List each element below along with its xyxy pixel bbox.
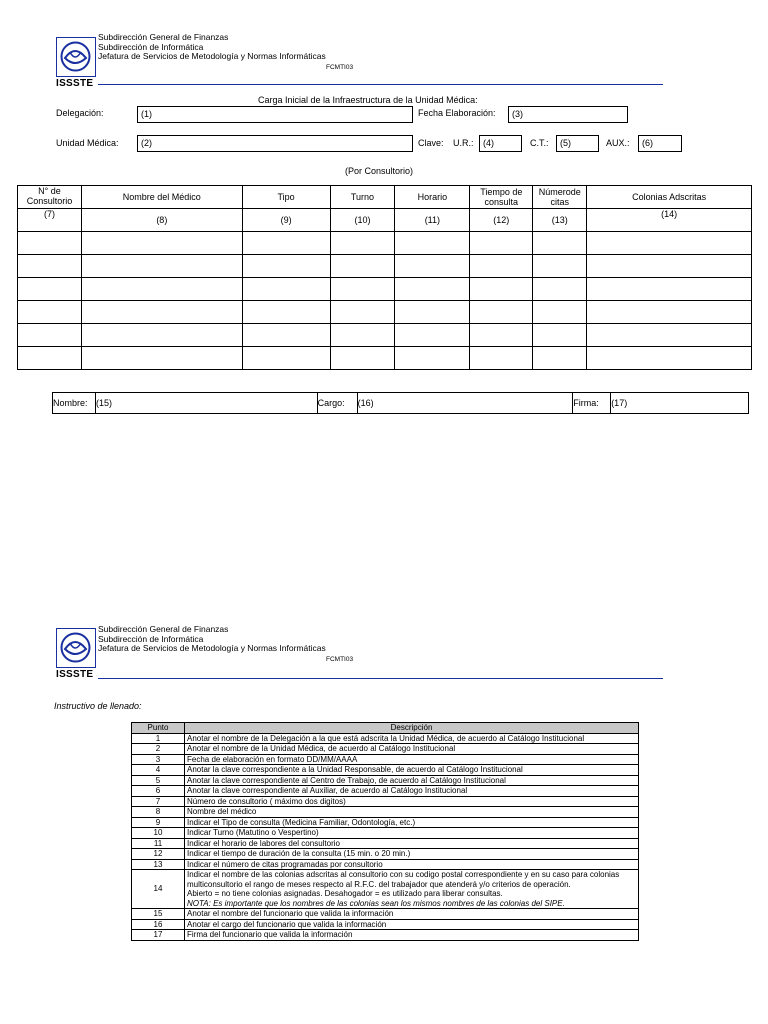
punto: 6 — [132, 786, 185, 797]
punto: 5 — [132, 775, 185, 786]
descripcion: Número de consultorio ( máximo dos digitos) — [185, 796, 639, 807]
col-header-citas: Númerode citas — [533, 186, 587, 209]
header-rule — [98, 84, 663, 85]
descripcion: Anotar la clave correspondiente al Centro de Trabajo, de acuerdo al Catálogo Institucional — [185, 775, 639, 786]
punto: 15 — [132, 909, 185, 920]
form-title: Carga Inicial de la Infraestructura de la Unidad Médica: — [258, 95, 478, 105]
col-number: (14) — [587, 209, 752, 232]
descripcion: Anotar la clave correspondiente al Auxiliar, de acuerdo al Catálogo Institucional — [185, 786, 639, 797]
punto: 12 — [132, 849, 185, 860]
col-header-punto: Punto — [132, 723, 185, 734]
form-code: FCMTI03 — [326, 656, 354, 663]
por-consultorio: (Por Consultorio) — [345, 166, 414, 176]
form-code: FCMTI03 — [326, 64, 354, 71]
header-line-1: Subdirección General de Finanzas — [98, 624, 229, 634]
punto: 4 — [132, 765, 185, 776]
aux-label: AUX.: — [606, 138, 630, 148]
punto: 9 — [132, 817, 185, 828]
table-row — [132, 744, 639, 755]
table-number-row — [18, 209, 752, 232]
nombre-field[interactable]: (15) — [95, 393, 317, 414]
table-row — [132, 838, 639, 849]
descripcion: Indicar el número de citas programadas por consultorio — [185, 859, 639, 870]
descripcion: Anotar el cargo del funcionario que valida la información — [185, 919, 639, 930]
col-number: (13) — [533, 209, 587, 232]
table-row — [132, 796, 639, 807]
punto: 17 — [132, 930, 185, 941]
firma-field[interactable]: (17) — [611, 393, 749, 414]
descripcion — [185, 870, 639, 909]
table-row — [132, 909, 639, 920]
table-row — [132, 754, 639, 765]
delegacion-field[interactable]: (1) — [137, 106, 413, 123]
ct-label: C.T.: — [530, 138, 549, 148]
punto: 16 — [132, 919, 185, 930]
table-row[interactable] — [18, 232, 752, 255]
header-line-3: Jefatura de Servicios de Metodología y Normas Informáticas — [98, 643, 326, 653]
nombre-label: Nombre: — [53, 393, 96, 414]
descripcion: Anotar el nombre de la Unidad Médica, de acuerdo al Catálogo Institucional — [185, 744, 639, 755]
delegacion-label: Delegación: — [56, 108, 104, 118]
punto: 11 — [132, 838, 185, 849]
descripcion: Indicar el Tipo de consulta (Medicina Familiar, Odontología, etc.) — [185, 817, 639, 828]
descripcion: Indicar el tiempo de duración de la consulta (15 min. o 20 min.) — [185, 849, 639, 860]
punto: 10 — [132, 828, 185, 839]
table-row — [132, 817, 639, 828]
issste-logo — [56, 628, 96, 668]
instructions-table — [131, 722, 639, 941]
table-row — [132, 930, 639, 941]
org-name: ISSSTE — [56, 78, 94, 89]
instructions-header — [132, 723, 639, 734]
firma-label: Firma: — [573, 393, 611, 414]
aux-field[interactable]: (6) — [638, 135, 682, 152]
descripcion: Indicar el horario de labores del consultorio — [185, 838, 639, 849]
table-row — [132, 807, 639, 818]
table-row — [132, 775, 639, 786]
header-line-2: Subdirección de Informática — [98, 41, 204, 52]
header-line-2: Subdirección de Informática — [98, 633, 204, 644]
col-number: (7) — [18, 209, 82, 232]
descripcion: Anotar el nombre del funcionario que valida la información — [185, 909, 639, 920]
row14-note: NOTA: Es importante que los nombres de las colonias sean los mismos nombres de las colonias del SIPE. — [187, 898, 565, 908]
table-row[interactable] — [18, 278, 752, 301]
fecha-field[interactable]: (3) — [508, 106, 628, 123]
table-row — [132, 828, 639, 839]
table-row — [132, 859, 639, 870]
ur-field[interactable]: (4) — [479, 135, 522, 152]
table-row — [132, 870, 639, 909]
table-row[interactable] — [18, 347, 752, 370]
table-row — [132, 733, 639, 744]
consultorio-table — [17, 185, 752, 370]
table-row[interactable] — [18, 324, 752, 347]
col-header-tipo: Tipo — [242, 186, 330, 209]
col-header-colonias: Colonias Adscritas — [587, 186, 752, 209]
row14-text-2: Abierto = no tiene colonias asignadas. Desahogador = es utilizado para liberar consultas. — [187, 889, 503, 898]
signature-row — [52, 392, 749, 414]
descripcion: Indicar Turno (Matutino o Vespertino) — [185, 828, 639, 839]
col-header-tiempo: Tiempo de consulta — [470, 186, 533, 209]
header-line-1: Subdirección General de Finanzas — [98, 32, 229, 42]
org-name: ISSSTE — [56, 669, 94, 680]
table-row[interactable] — [18, 301, 752, 324]
punto: 14 — [132, 870, 185, 909]
header-rule — [98, 678, 663, 679]
col-header-horario: Horario — [395, 186, 470, 209]
header-line-3: Jefatura de Servicios de Metodología y Normas Informáticas — [98, 51, 326, 61]
col-header-descripcion: Descripción — [185, 723, 639, 734]
ur-label: U.R.: — [453, 138, 474, 148]
punto: 13 — [132, 859, 185, 870]
table-row[interactable] — [18, 255, 752, 278]
cargo-field[interactable]: (16) — [357, 393, 573, 414]
header-lines — [98, 625, 326, 654]
unidad-field[interactable]: (2) — [137, 135, 413, 152]
table-header-row — [18, 186, 752, 209]
col-number: (11) — [395, 209, 470, 232]
punto: 3 — [132, 754, 185, 765]
punto: 8 — [132, 807, 185, 818]
cargo-label: Cargo: — [317, 393, 357, 414]
table-row — [132, 786, 639, 797]
descripcion: Anotar la clave correspondiente a la Unidad Responsable, de acuerdo al Catálogo Institucional — [185, 765, 639, 776]
descripcion: Nombre del médico — [185, 807, 639, 818]
instructivo-title: Instructivo de llenado: — [54, 701, 142, 711]
table-row — [132, 765, 639, 776]
punto: 1 — [132, 733, 185, 744]
col-number: (12) — [470, 209, 533, 232]
col-number: (8) — [81, 209, 242, 232]
header-lines — [98, 33, 326, 62]
col-header-turno: Turno — [330, 186, 395, 209]
clave-label: Clave: — [418, 138, 444, 148]
col-number: (9) — [242, 209, 330, 232]
unidad-label: Unidad Médica: — [56, 138, 119, 148]
col-header-consultorio: N° de Consultorio — [18, 186, 82, 209]
row14-text-1: Indicar el nombre de las colonias adscritas al consultorio con su codigo postal correspondiente y en su caso para colonias multiconsultorio el rango de meses respecto al R.F.C. del trabajador que atenderá y/o criterios de operación. — [187, 870, 620, 889]
issste-logo — [56, 37, 96, 77]
ct-field[interactable]: (5) — [556, 135, 599, 152]
descripcion: Firma del funcionario que valida la información — [185, 930, 639, 941]
punto: 2 — [132, 744, 185, 755]
table-row — [132, 919, 639, 930]
descripcion: Anotar el nombre de la Delegación a la que está adscrita la Unidad Médica, de acuerdo al Catálogo Institucional — [185, 733, 639, 744]
fecha-label: Fecha Elaboración: — [418, 108, 496, 118]
table-row — [132, 849, 639, 860]
col-number: (10) — [330, 209, 395, 232]
col-header-medico: Nombre del Médico — [81, 186, 242, 209]
descripcion: Fecha de elaboración en formato DD/MM/AAAA — [185, 754, 639, 765]
punto: 7 — [132, 796, 185, 807]
